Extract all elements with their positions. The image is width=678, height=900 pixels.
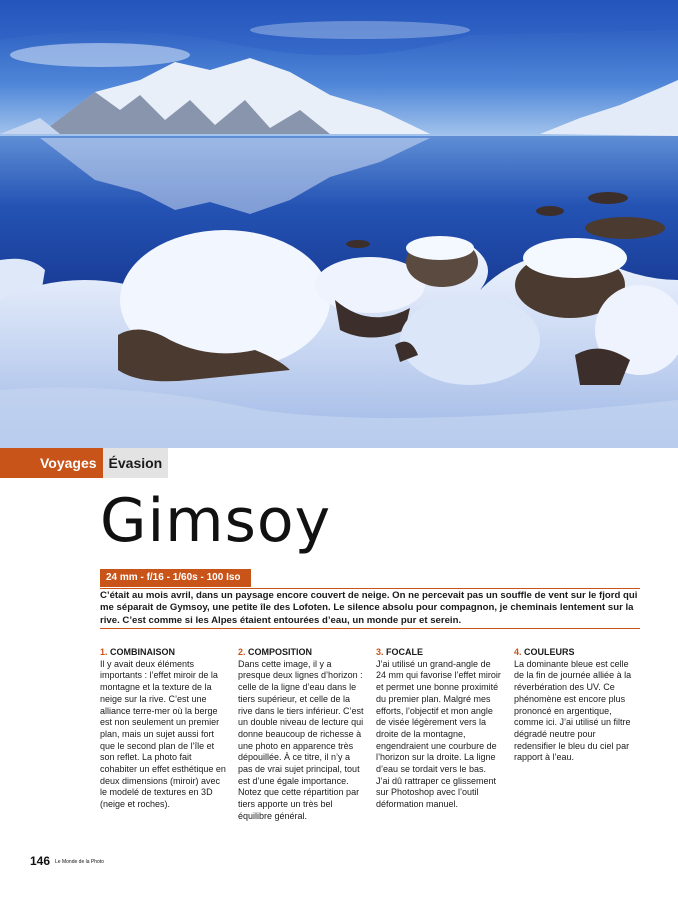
article-column-4: [514, 647, 640, 764]
publication-name: Le Monde de la Photo: [55, 858, 104, 865]
article-title: Gimsoy: [100, 486, 332, 556]
article-column-1: [100, 647, 226, 811]
column-heading: 2. COMPOSITION: [238, 647, 313, 657]
article-intro: C’était au mois avril, dans un paysage encore couvert de neige. On ne percevait pas un souffle de vent sur le fjord qui me séparait de Gymsoy, une petite île des Lofoten. Le silence absolu pour compagnon, je cheminais lentement sur la rive. C’est comme si les Alpes étaient entourées d’eau, un monde pur et serein.: [100, 590, 638, 626]
section-header: [0, 448, 168, 478]
divider: [100, 588, 640, 589]
column-heading: 1. COMBINAISON: [100, 647, 176, 657]
column-text: J’ai utilisé un grand-angle de 24 mm qui favorise l’effet miroir et permet une bonne proximité du premier plan. Malgré mes efforts, l’objectif et mon angle de visée légèrement vers la droite de la montagne, engendraient une courbure de l’horizon sur la droite. La ligne d’eau se tordait vers le bas. J’ai dû rattraper ce glissement sur Photoshop avec l’outil déformation manuel.: [376, 658, 501, 810]
article-column-3: [376, 647, 502, 811]
page-footer: [30, 854, 104, 868]
section-primary-label: Voyages: [0, 448, 103, 478]
landscape-photo: [0, 0, 678, 448]
column-heading: 3. FOCALE: [376, 647, 424, 657]
page-number: 146: [30, 854, 51, 868]
divider: [100, 628, 640, 629]
section-secondary-label: Évasion: [103, 448, 169, 478]
camera-settings-badge: 24 mm - f/16 - 1/60s - 100 Iso: [100, 569, 251, 587]
column-text: La dominante bleue est celle de la fin de journée alliée à la réverbération des UV. Ce phénomène est encore plus prononcé en argentique, comme ici. J’ai utilisé un filtre dégradé neutre pour redensifier le bleu du ciel par rapport à l’eau.: [514, 658, 632, 763]
article-column-2: [238, 647, 364, 823]
column-text: Il y avait deux éléments importants : l’effet miroir de la montagne et la texture de la neige sur la rive. C’est une alliance terre-mer où la berge est non seulement un premier plan, mais un sujet aussi fort que le second plan de l’île et son reflet. La photo fait cohabiter un effet esthétique en deux dimensions (miroir) avec le modelé de textures en 3D (neige et roches).: [100, 658, 226, 810]
column-heading: 4. COULEURS: [514, 647, 575, 657]
column-text: Dans cette image, il y a presque deux lignes d’horizon : celle de la ligne d’eau dans le tiers supérieur, et celle de la rive dans le tiers inférieur. C’est un double niveau de lecture qui donne beaucoup de richesse à une photo en apparence très dépouillée. À ce titre, il n’y a pas de vrai sujet principal, tout est d’une égale importance. Notez que cette répartition par tiers apporte un très bel équilibre général.: [238, 658, 364, 821]
